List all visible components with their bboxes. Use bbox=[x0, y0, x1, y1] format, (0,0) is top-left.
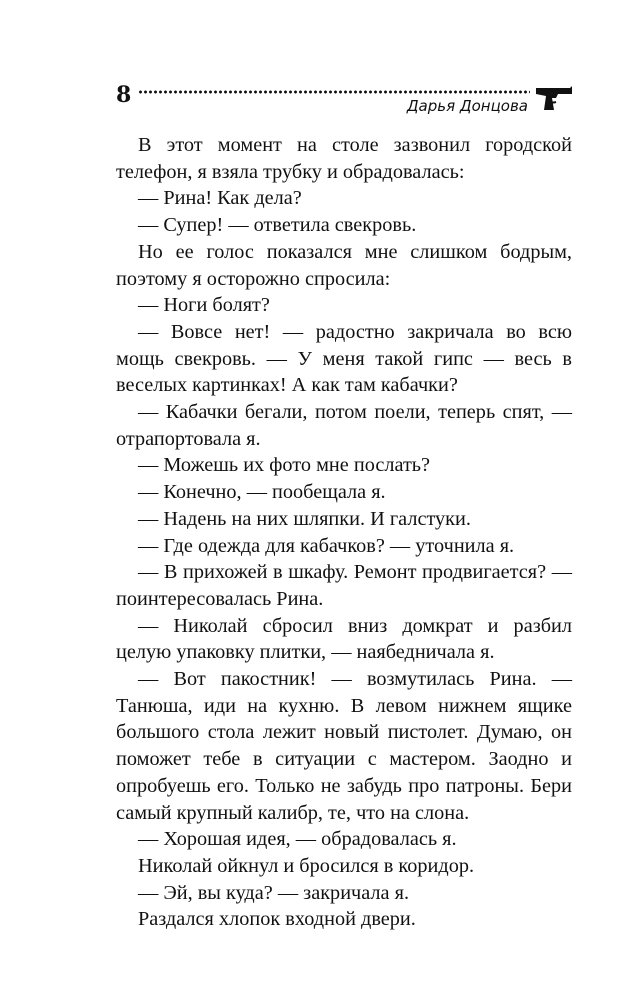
body-text bbox=[116, 132, 572, 933]
paragraph: Николай ойкнул и бросился в коридор. bbox=[138, 854, 475, 877]
header-dotted-rule bbox=[138, 90, 530, 94]
paragraph: Раздался хлопок входной двери. bbox=[138, 908, 416, 931]
page-number: 8 bbox=[116, 82, 132, 108]
paragraph: — Надень на них шляпки. И галстуки. bbox=[138, 507, 471, 530]
running-head-author: Дарья Донцова bbox=[406, 97, 528, 115]
paragraph: — Эй, вы куда? — закричала я. bbox=[138, 881, 410, 904]
paragraph: — Супер! — ответила свекровь. bbox=[138, 214, 417, 237]
paragraph: — Конечно, — пообещала я. bbox=[138, 481, 386, 504]
pistol-icon bbox=[534, 82, 574, 112]
paragraph: — Хорошая идея, — обрадовалась я. bbox=[138, 828, 457, 851]
paragraph: — Вот пакостник! — возмутилась Рина. — Танюша, иди на кухню. В левом нижнем ящике большого стола лежит новый пистолет. Думаю, он поможет тебе в ситуации с мастером. Заодно и опробуешь его. Только не забудь про патроны. Бери самый крупный калибр, те, что на слона. bbox=[116, 668, 572, 824]
paragraph: В этот момент на столе зазвонил городской телефон, я взяла трубку и обрадовалась: bbox=[116, 134, 572, 183]
paragraph: — Рина! Как дела? bbox=[138, 187, 302, 210]
paragraph: — В прихожей в шкафу. Ремонт продвигается? — поинтересовалась Рина. bbox=[116, 561, 572, 610]
paragraph: — Николай сбросил вниз домкрат и разбил целую упаковку плитки, — наябедничала я. bbox=[116, 614, 572, 664]
paragraph: — Ноги болят? bbox=[138, 294, 270, 317]
paragraph: — Вовсе нет! — радостно закричала во всю мощь свекровь. — У меня такой гипс — весь в веселых картинках! А как там кабачки? bbox=[116, 320, 572, 397]
paragraph: — Кабачки бегали, потом поели, теперь спят, — отрапортовала я. bbox=[116, 401, 572, 450]
paragraph: — Можешь их фото мне послать? bbox=[138, 454, 431, 477]
paragraph: — Где одежда для кабачков? — уточнила я. bbox=[138, 534, 515, 557]
paragraph: Но ее голос показался мне слишком бодрым, поэтому я осторожно спросила: bbox=[116, 240, 572, 290]
